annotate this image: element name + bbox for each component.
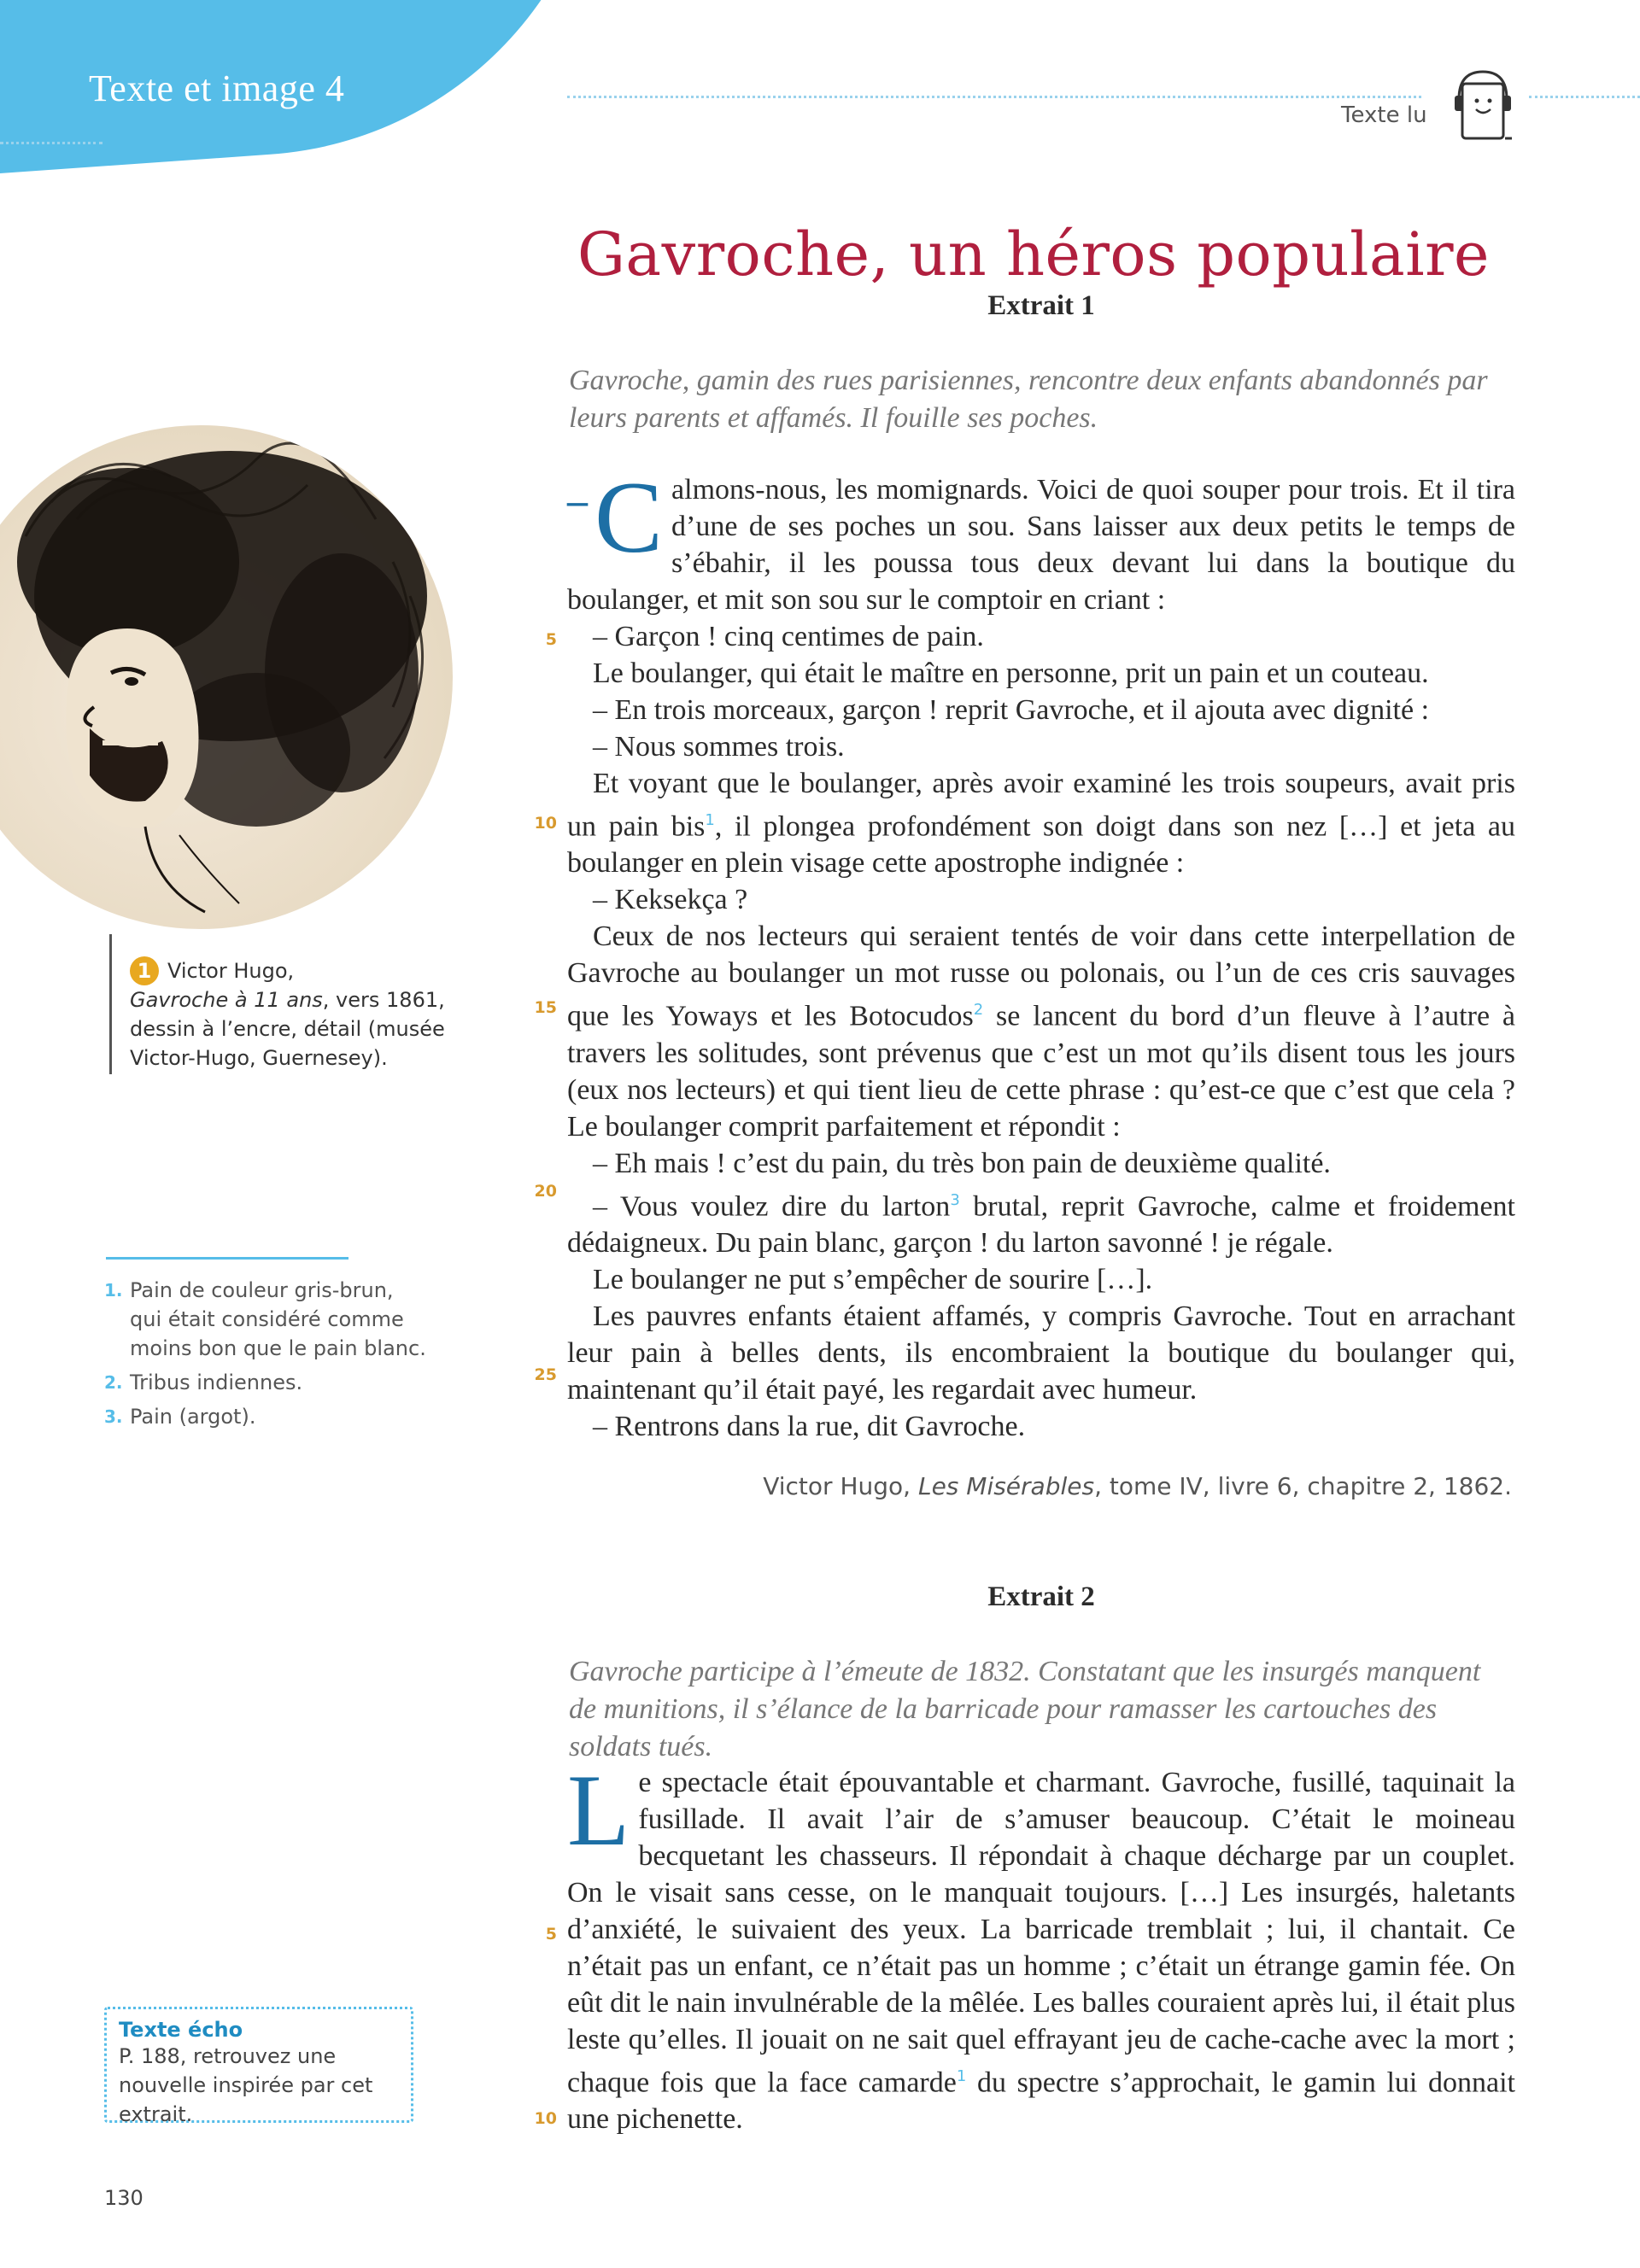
paragraph <box>567 765 1515 881</box>
footnote-number: 2. <box>104 1372 123 1393</box>
extract1-intro: Gavroche, gamin des rues parisiennes, rencontre deux enfants abandonnés par leurs parents et affamés. Il fouille ses poches. <box>569 365 1488 434</box>
footnote-mark[interactable]: 3 <box>950 1190 960 1209</box>
paragraph-text: du spectre s’approchait, le gamin lui donnait une pichenette. <box>567 2066 1515 2136</box>
extract1-attribution <box>763 1472 1512 1500</box>
lead-dash: – <box>567 478 588 523</box>
figure-number-badge: 1 <box>130 956 159 985</box>
footnotes <box>104 1276 429 1436</box>
paragraph: – Rentrons dans la rue, dit Gavroche. <box>593 1410 1026 1442</box>
footnote-text: Pain de couleur gris-brun, qui était considéré comme moins bon que le pain blanc. <box>130 1278 426 1360</box>
footnote-mark[interactable]: 1 <box>956 2067 967 2085</box>
texte-lu-label: Texte lu <box>1341 102 1427 128</box>
paragraph-text: e spectacle était épouvantable et charmant. Gavroche, fusillé, taquinait la fusillade. Il avait l’air de s’amuser beaucoup. C’était le moineau becquetant les chasseurs. Il répondait à chaque décharge par un couplet. On le visait sans cesse, on le manquait toujours. […] Les insurgés, haletants d’anxiété, le suivaient des yeux. La barricade tremblait ; lui, il chantait. Ce n’était pas un enfant, ce n’était pas un homme ; c’était un étrange gamin fée. On eût dit le nain invulnérable de la mêlée. Les balles couraient après lui, il était plus leste qu’elles. Il jouait on ne sait quel effrayant jeu de cache-cache avec la mort ; chaque fois que la face camarde <box>567 1767 1515 2099</box>
line-number: 10 <box>534 2109 557 2128</box>
paragraph-text: almons-nous, les momignards. Voici de quoi souper pour trois. Et il tira d’une de ses poches un sou. Sans laisser aux deux petits le temps de s’ébahir, il les poussa tous deux devant lui dans la boutique du boulanger, et mit son sou sur le comptoir en criant : <box>567 474 1515 616</box>
figure-caption <box>130 956 446 1073</box>
dotted-rule-top <box>567 96 1421 98</box>
footnote <box>104 1368 429 1397</box>
footnote-number: 3. <box>104 1406 123 1427</box>
line-number: 25 <box>534 1365 557 1384</box>
notes-divider <box>106 1257 348 1260</box>
dropcap: L <box>567 1753 630 1867</box>
paragraph-text: – Vous voulez dire du larton <box>593 1190 951 1222</box>
line-number: 5 <box>545 630 557 649</box>
line-number: 15 <box>534 998 557 1017</box>
dotted-rule-left <box>0 142 102 144</box>
caption-details: , vers 1861, dessin à l’encre, détail (musée Victor-Hugo, Guernesey). <box>130 988 445 1070</box>
paragraph: – Garçon ! cinq centimes de pain. <box>593 621 984 652</box>
caption-bar <box>109 934 112 1074</box>
paragraph: – Keksekça ? <box>593 884 748 916</box>
attribution-work: Les Misérables <box>917 1472 1095 1500</box>
paragraph-text: brutal, reprit Gavroche, calme et froidement dédaigneux. Du pain blanc, garçon ! du larton savonné ! je régale. <box>567 1190 1515 1259</box>
dropcap: C <box>594 460 664 574</box>
page-title: Gavroche, un héros populaire <box>577 219 1490 289</box>
line-number: 10 <box>534 814 557 833</box>
paragraph: – Eh mais ! c’est du pain, du très bon pain de deuxième qualité. <box>593 1147 1331 1179</box>
extract1-heading: Extrait 1 <box>987 290 1095 321</box>
texte-echo-box[interactable] <box>104 2007 413 2126</box>
paragraph: Le boulanger ne put s’empêcher de sourire […]. <box>593 1263 1153 1295</box>
headphones-book-icon[interactable] <box>1452 68 1514 142</box>
line-number: 5 <box>545 1925 557 1944</box>
dotted-rule-right <box>1529 96 1640 98</box>
extract1-opening-paragraph <box>567 460 1515 618</box>
paragraph: Le boulanger, qui était le maître en personne, prit un pain et un couteau. <box>593 658 1429 689</box>
attribution-author: Victor Hugo, <box>763 1472 918 1500</box>
caption-work: Gavroche à 11 ans <box>130 988 323 1012</box>
gavroche-portrait-image <box>0 425 453 929</box>
paragraph: – En trois morceaux, garçon ! reprit Gavroche, et il ajouta avec dignité : <box>593 694 1430 726</box>
section-label: Texte et image 4 <box>89 67 345 109</box>
extract2-body <box>567 1753 1515 2137</box>
paragraph <box>567 1182 1515 1261</box>
paragraph-text: Et voyant que le boulanger, après avoir examiné les trois soupeurs, avait pris un pain bis <box>567 768 1515 843</box>
page-number: 130 <box>104 2186 144 2210</box>
echo-text: P. 188, retrouvez une nouvelle inspirée par cet extrait. <box>119 2044 373 2126</box>
footnote-mark[interactable]: 1 <box>705 811 715 829</box>
footnote-text: Pain (argot). <box>130 1405 256 1429</box>
paragraph-text: se lancent du bord d’un fleuve à l’autre à travers les solitudes, sont prévenus que c’est un mot qu’ils disent tous les jours (eux nos lecteurs) et qui tient lieu de cette phrase : qu’est-ce que c’est que cela ? Le boulanger comprit parfaitement et répondit : <box>567 1000 1515 1143</box>
footnote <box>104 1402 429 1431</box>
attribution-details: , tome IV, livre 6, chapitre 2, 1862. <box>1094 1472 1512 1500</box>
footnote-number: 1. <box>104 1280 123 1301</box>
footnote-text: Tribus indiennes. <box>130 1371 303 1394</box>
paragraph: Les pauvres enfants étaient affamés, y compris Gavroche. Tout en arrachant leur pain à belles dents, ils encombraient la boutique du boulanger qui, maintenant qu’il était payé, les regardait avec humeur. <box>567 1300 1515 1406</box>
footnote <box>104 1276 429 1363</box>
paragraph: – Nous sommes trois. <box>593 731 845 763</box>
extract2-heading: Extrait 2 <box>987 1581 1095 1612</box>
extract2-paragraph <box>567 1753 1515 2137</box>
paragraph-text: Ceux de nos lecteurs qui seraient tentés de voir dans cette interpellation de Gavroche au boulanger un mot russe ou polonais, ou l’un de ces cris sauvages que les Yoways et les Botocudos <box>567 921 1515 1032</box>
paragraph <box>567 918 1515 1144</box>
footnote-mark[interactable]: 2 <box>973 1001 984 1020</box>
extract1-body <box>567 460 1515 1445</box>
line-number: 20 <box>534 1182 557 1201</box>
caption-author: Victor Hugo, <box>167 959 295 983</box>
extract2-intro: Gavroche participe à l’émeute de 1832. Constatant que les insurgés manquent de munitions, il s’élance de la barricade pour ramasser les cartouches des soldats tués. <box>569 1656 1481 1762</box>
paragraph-text: , il plongea profondément son doigt dans son nez […] et jeta au boulanger en plein visage cette apostrophe indignée : <box>567 810 1515 880</box>
echo-title: Texte écho <box>119 2018 243 2042</box>
